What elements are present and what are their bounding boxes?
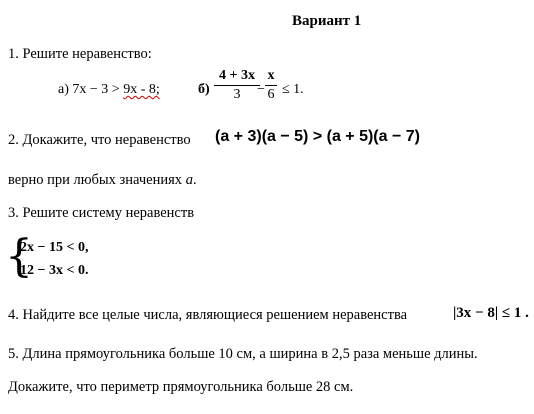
task2-expression: (a + 3)(a − 5) > (a + 5)(a − 7) [215,128,420,145]
task1-a-expr: 7х − 3 > [72,82,120,97]
task5-line-2: Докажите, что периметр прямоугольника больше 28 см. [8,379,354,395]
system-brace: { [5,231,33,282]
task5-line-1: 5. Длина прямоугольника больше 10 см, а ширина в 2,5 раза меньше длины. [8,346,478,362]
task1-b-frac2-den: 6 [267,87,275,102]
task1-b-rhs: ≤ 1. [282,82,304,97]
task1-number-label: 1. Решите неравенство: [8,46,152,62]
fraction-bar [214,85,260,86]
task2-line2-suffix: . [192,172,197,188]
task1-b-frac1-num: 4 + 3x [219,68,255,83]
variant-title: Вариант 1 [292,13,362,29]
task4-prompt: 4. Найдите все целые числа, являющиеся решением неравенства [8,307,408,323]
task1-b-fraction-1 [214,69,260,102]
task1-a-label: а) [58,82,69,97]
task2-line2-prefix: верно при любых значениях [8,172,183,188]
task1-prompt [8,47,152,62]
task3-system-row-2: 12 − 3x < 0. [20,263,89,278]
task1-b-frac2-num: x [267,68,275,83]
task1-b-frac1-den: 3 [233,87,241,102]
task1-b-fraction-2 [265,69,277,102]
task3-system-row-1: 2x − 15 < 0, [20,240,89,255]
task1-b-label: б) [198,82,210,97]
task2-line2 [8,173,197,188]
task4-expression: |3x − 8| ≤ 1 . [453,305,529,321]
task1-a-expr-tail: 9х - 8; [123,82,160,97]
task2-prompt: 2. Докажите, что неравенство [8,132,191,148]
task3-prompt: 3. Решите систему неравенств [8,205,195,221]
task1-part-a [58,83,160,97]
task1-b-minus: − [257,82,265,97]
fraction-bar [265,85,277,86]
task2-line2-var: a [185,172,193,188]
